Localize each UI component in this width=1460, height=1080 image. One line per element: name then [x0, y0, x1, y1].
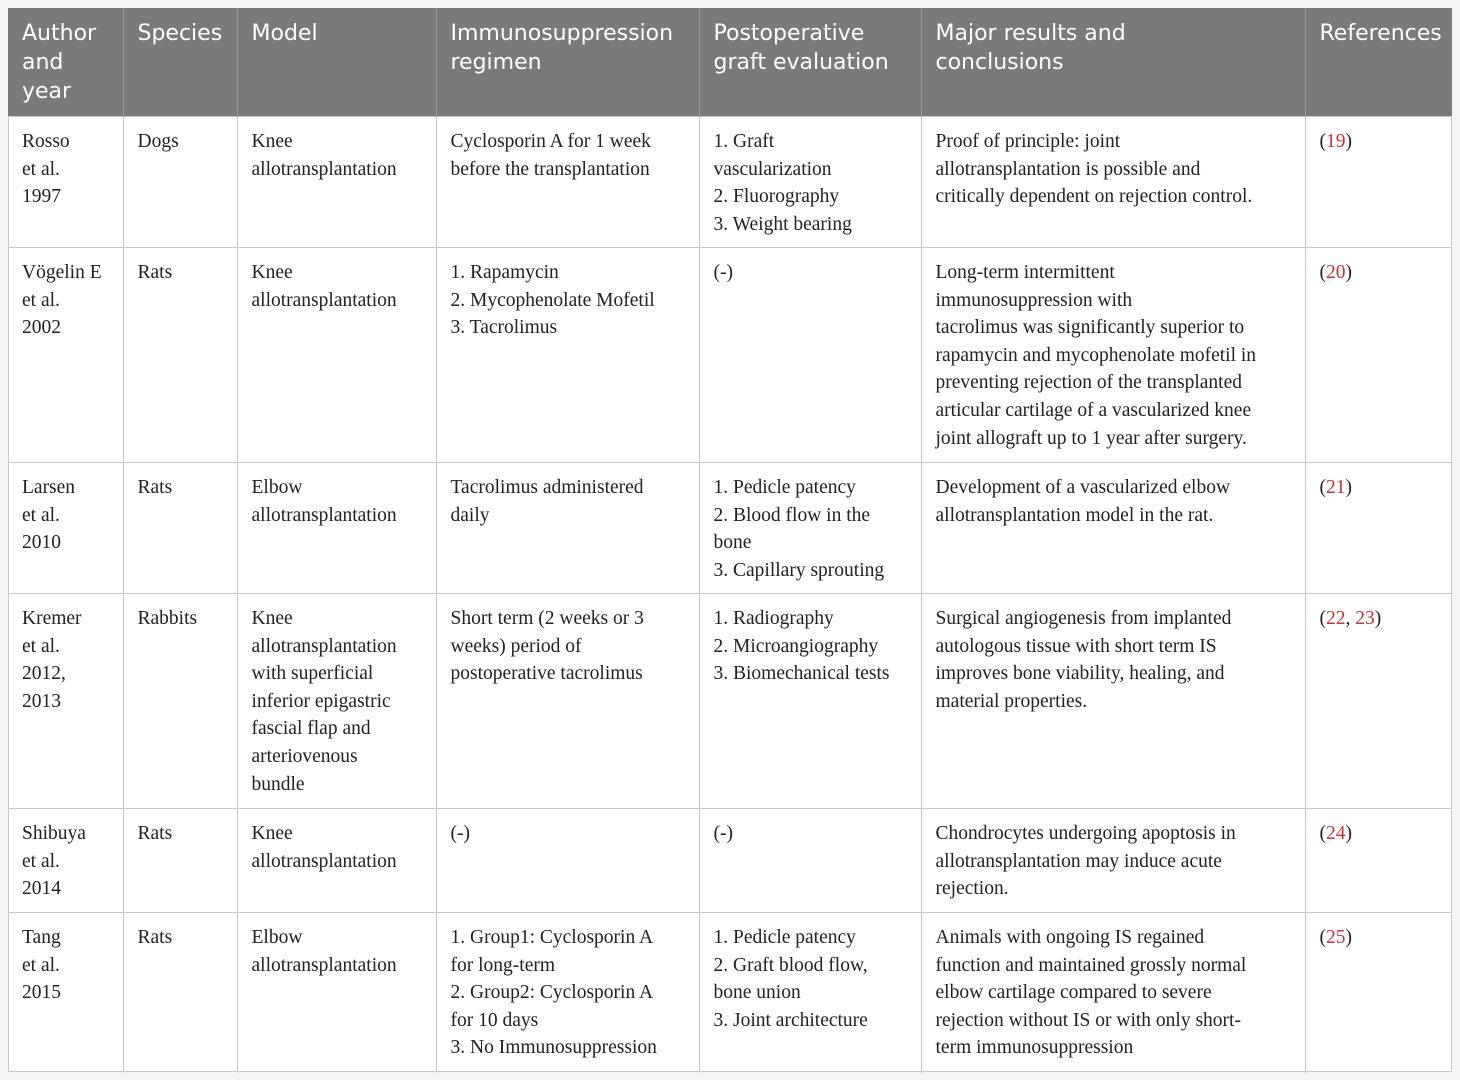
cell-text-line: allotransplantation	[251, 158, 397, 180]
references-cell: (22, 23)	[1305, 594, 1452, 809]
model-cell	[237, 809, 436, 913]
results-cell	[921, 463, 1305, 594]
header-references	[1305, 8, 1452, 117]
cell-text-line: allotransplantation	[251, 850, 397, 872]
cell-text-line: 1. Pedicle patency	[713, 477, 856, 498]
cell-text-line: 3. No Immunosuppression	[450, 1037, 657, 1059]
cell-text-line: 1997	[22, 186, 61, 208]
header-text-line: and	[22, 50, 64, 75]
cell-text-line: immunosuppression with	[935, 289, 1133, 311]
cell-text-line: autologous tissue with short term IS	[935, 635, 1217, 657]
cell-text-line: et al.	[22, 158, 60, 180]
cell-text-line: Elbow	[251, 927, 303, 948]
cell-text-line: term immunosuppression	[935, 1037, 1134, 1059]
header-text-line: References	[1319, 21, 1442, 46]
author-cell	[8, 463, 123, 594]
results-cell	[921, 117, 1305, 248]
cell-text-line: critically dependent on rejection control.	[935, 186, 1253, 208]
references-cell: (19)	[1305, 117, 1452, 248]
results-cell	[921, 913, 1305, 1073]
immunosuppression-regimen-cell	[436, 913, 699, 1073]
immunosuppression-regimen-cell	[436, 809, 699, 913]
cell-text-line: 2012,	[22, 663, 66, 685]
cell-text-line: material properties.	[935, 690, 1088, 712]
author-cell	[8, 809, 123, 913]
cell-text-line: Cyclosporin A for 1 week	[450, 131, 651, 152]
cell-text-line: Vögelin E	[22, 262, 102, 283]
cell-text-line: 3. Tacrolimus	[450, 317, 558, 339]
cell-text-line: bone union	[713, 982, 801, 1004]
cell-text-line: joint allograft up to 1 year after surgery.	[935, 427, 1247, 449]
header-author-year	[8, 8, 123, 117]
cell-text-line: et al.	[22, 504, 60, 526]
cell-text-line: tacrolimus was significantly superior to	[935, 317, 1245, 339]
cell-text-line: Rats	[137, 927, 173, 948]
header-model	[237, 8, 436, 117]
cell-text-line: 1. Graft	[713, 131, 775, 152]
header-text-line: Model	[251, 21, 318, 46]
cell-text-line: allotransplantation	[251, 954, 397, 976]
cell-text-line: 2. Fluorography	[713, 186, 840, 208]
results-cell	[921, 809, 1305, 913]
model-cell	[237, 248, 436, 463]
author-cell	[8, 594, 123, 809]
table-row	[8, 117, 1452, 248]
table-header	[8, 8, 1452, 117]
cell-text-line: Shibuya	[22, 823, 86, 844]
cell-text-line: Elbow	[251, 477, 303, 498]
author-cell	[8, 913, 123, 1073]
table-row	[8, 913, 1452, 1073]
model-cell	[237, 117, 436, 248]
cell-text-line: Rosso	[22, 131, 70, 152]
results-cell	[921, 248, 1305, 463]
cell-text-line: rejection.	[935, 878, 1009, 900]
cell-text-line: Development of a vascularized elbow	[935, 477, 1231, 498]
cell-text-line: 2015	[22, 982, 61, 1004]
cell-text-line: Animals with ongoing IS regained	[935, 927, 1205, 948]
cell-text-line: allotransplantation model in the rat.	[935, 504, 1214, 526]
header-text-line: Author	[22, 21, 97, 46]
cell-text-line: daily	[450, 504, 490, 526]
cell-text-line: Tang	[22, 927, 61, 948]
cell-text-line: 1. Rapamycin	[450, 262, 559, 283]
header-immunosuppression-regimen	[436, 8, 699, 117]
cell-text-line: Rabbits	[137, 608, 198, 629]
header-text-line: Major results and	[935, 21, 1126, 46]
reference-link[interactable]: 19	[1326, 131, 1346, 152]
cell-text-line: Chondrocytes undergoing apoptosis in	[935, 823, 1236, 844]
species-cell	[123, 248, 237, 463]
table-row	[8, 463, 1452, 594]
cell-text-line: 2. Blood flow in the	[713, 504, 871, 526]
cell-text-line: (-)	[450, 823, 470, 844]
graft-evaluation-cell	[699, 117, 921, 248]
cell-text-line: 2. Mycophenolate Mofetil	[450, 289, 655, 311]
cell-text-line: Long-term intermittent	[935, 262, 1115, 283]
cell-text-line: bundle	[251, 773, 305, 795]
cell-text-line: Dogs	[137, 131, 179, 152]
species-cell	[123, 117, 237, 248]
table-frame	[8, 8, 1452, 1072]
cell-text-line: et al.	[22, 954, 60, 976]
cell-text-line: Proof of principle: joint	[935, 131, 1121, 152]
header-text-line: regimen	[450, 50, 542, 75]
cell-text-line: 1. Group1: Cyclosporin A	[450, 927, 654, 948]
cell-text-line: rapamycin and mycophenolate mofetil in	[935, 344, 1257, 366]
table-row	[8, 594, 1452, 809]
species-cell	[123, 463, 237, 594]
cell-text-line: 2013	[22, 690, 61, 712]
references-cell: (25)	[1305, 913, 1452, 1073]
cell-text-line: allotransplantation is possible and	[935, 158, 1201, 180]
references-cell: (24)	[1305, 809, 1452, 913]
cell-text-line: function and maintained grossly normal	[935, 954, 1247, 976]
graft-evaluation-cell	[699, 463, 921, 594]
cell-text-line: allotransplantation	[251, 504, 397, 526]
cell-text-line: Rats	[137, 477, 173, 498]
model-cell	[237, 913, 436, 1073]
reference-link[interactable]: 23	[1355, 608, 1375, 629]
header-text-line: Immunosuppression	[450, 21, 674, 46]
cell-text-line: fascial flap and	[251, 718, 371, 740]
cell-text-line: 1. Radiography	[713, 608, 834, 629]
cell-text-line: 3. Weight bearing	[713, 213, 852, 235]
graft-evaluation-cell	[699, 913, 921, 1073]
header-major-results	[921, 8, 1305, 117]
cell-text-line: rejection without IS or with only short-	[935, 1009, 1241, 1031]
cell-text-line: Larsen	[22, 477, 76, 498]
cell-text-line: Knee	[251, 823, 293, 844]
species-cell	[123, 913, 237, 1073]
cell-text-line: allotransplantation	[251, 289, 397, 311]
cell-text-line: 2002	[22, 317, 61, 339]
cell-text-line: et al.	[22, 850, 60, 872]
cell-text-line: et al.	[22, 635, 60, 657]
header-text-line: Species	[137, 21, 223, 46]
cell-text-line: bone	[713, 532, 752, 554]
header-text-line: Postoperative	[713, 21, 865, 46]
cell-text-line: Short term (2 weeks or 3	[450, 608, 644, 629]
cell-text-line: Rats	[137, 823, 173, 844]
species-cell	[123, 594, 237, 809]
table-row	[8, 248, 1452, 463]
references-cell: (21)	[1305, 463, 1452, 594]
immunosuppression-regimen-cell	[436, 248, 699, 463]
cell-text-line: arteriovenous	[251, 745, 358, 767]
cell-text-line: elbow cartilage compared to severe	[935, 982, 1212, 1004]
graft-evaluation-cell	[699, 809, 921, 913]
cell-text-line: inferior epigastric	[251, 690, 391, 712]
cell-text-line: Rats	[137, 262, 173, 283]
header-postoperative-graft-evaluation	[699, 8, 921, 117]
cell-text-line: for 10 days	[450, 1009, 539, 1031]
cell-text-line: before the transplantation	[450, 158, 650, 180]
cell-text-line: 3. Biomechanical tests	[713, 663, 890, 685]
cell-text-line: postoperative tacrolimus	[450, 663, 643, 685]
cell-text-line: 2. Graft blood flow,	[713, 954, 868, 976]
cell-text-line: articular cartilage of a vascularized knee	[935, 399, 1252, 421]
cell-text-line: with superficial	[251, 663, 374, 685]
references-cell: (20)	[1305, 248, 1452, 463]
cell-text-line: (-)	[713, 262, 733, 283]
graft-evaluation-cell	[699, 594, 921, 809]
cell-text-line: allotransplantation may induce acute	[935, 850, 1222, 872]
cell-text-line: improves bone viability, healing, and	[935, 663, 1225, 685]
author-cell	[8, 117, 123, 248]
reference-link[interactable]: 25	[1326, 927, 1346, 948]
cell-text-line: weeks) period of	[450, 635, 582, 657]
header-species	[123, 8, 237, 117]
immunosuppression-regimen-cell	[436, 463, 699, 594]
cell-text-line: (-)	[713, 823, 733, 844]
cell-text-line: 2. Group2: Cyclosporin A	[450, 982, 654, 1004]
reference-link[interactable]: 21	[1326, 477, 1346, 498]
cell-text-line: for long-term	[450, 954, 556, 976]
cell-text-line: Kremer	[22, 608, 82, 629]
cell-text-line: 2010	[22, 532, 61, 554]
header-row	[8, 8, 1452, 117]
reference-link[interactable]: 24	[1326, 823, 1346, 844]
cell-text-line: Knee	[251, 131, 293, 152]
graft-evaluation-cell	[699, 248, 921, 463]
cell-text-line: Knee	[251, 608, 293, 629]
reference-link[interactable]: 22	[1326, 608, 1346, 629]
cell-text-line: 3. Capillary sprouting	[713, 559, 885, 581]
cell-text-line: vascularization	[713, 158, 832, 180]
cell-text-line: et al.	[22, 289, 60, 311]
cell-text-line: Knee	[251, 262, 293, 283]
cell-text-line: 1. Pedicle patency	[713, 927, 856, 948]
cell-text-line: 2014	[22, 878, 61, 900]
cell-text-line: allotransplantation	[251, 635, 397, 657]
cell-text-line: preventing rejection of the transplanted	[935, 372, 1242, 394]
species-cell	[123, 809, 237, 913]
results-cell	[921, 594, 1305, 809]
cell-text-line: 3. Joint architecture	[713, 1009, 868, 1031]
reference-link[interactable]: 20	[1326, 262, 1346, 283]
cell-text-line: Surgical angiogenesis from implanted	[935, 608, 1232, 629]
cell-text-line: 2. Microangiography	[713, 635, 879, 657]
header-text-line: year	[22, 79, 72, 104]
table-body	[8, 117, 1452, 1073]
cell-text-line: Tacrolimus administered	[450, 477, 644, 498]
immunosuppression-regimen-cell	[436, 594, 699, 809]
header-text-line: conclusions	[935, 50, 1064, 75]
immunosuppression-regimen-cell	[436, 117, 699, 248]
studies-table	[8, 8, 1452, 1073]
model-cell	[237, 594, 436, 809]
model-cell	[237, 463, 436, 594]
header-text-line: graft evaluation	[713, 50, 889, 75]
table-row	[8, 809, 1452, 913]
author-cell	[8, 248, 123, 463]
